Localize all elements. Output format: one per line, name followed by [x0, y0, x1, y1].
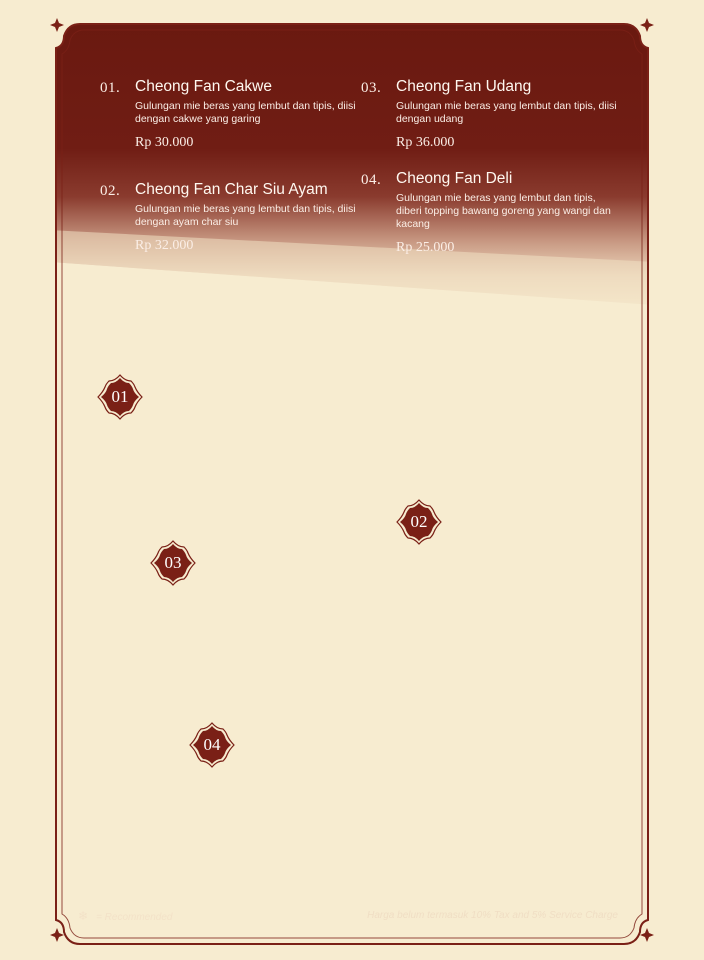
tax-note: Harga belum termasuk 10% Tax and 5% Service Charge	[367, 910, 618, 921]
item-name: Cheong Fan Udang	[396, 78, 532, 95]
badge-04	[189, 722, 235, 768]
item-number: 02.	[100, 183, 121, 199]
badge-01	[97, 374, 143, 420]
badge-02	[396, 499, 442, 545]
badge-label: 02	[410, 512, 428, 531]
menu-item	[361, 170, 631, 260]
badge-label: 03	[164, 553, 182, 572]
item-number: 04.	[361, 172, 382, 188]
item-price: Rp 25.000	[396, 240, 455, 255]
item-description: Gulungan mie beras yang lembut dan tipis, diisi dengan ayam char siu	[135, 203, 356, 228]
item-number: 01.	[100, 80, 121, 96]
menu-item	[100, 181, 360, 261]
item-price: Rp 30.000	[135, 135, 194, 150]
menu-item	[100, 78, 360, 158]
item-description: Gulungan mie beras yang lembut dan tipis, diberi topping bawang goreng yang wangi dan kacang	[396, 192, 611, 230]
recommended-text: = Recommended	[96, 912, 173, 923]
item-price: Rp 36.000	[396, 135, 455, 150]
item-name: Cheong Fan Deli	[396, 170, 513, 187]
item-name: Cheong Fan Char Siu Ayam	[135, 181, 328, 198]
item-number: 03.	[361, 80, 382, 96]
recommended-legend	[78, 909, 173, 923]
item-description: Gulungan mie beras yang lembut dan tipis, diisi dengan udang	[396, 100, 617, 125]
badge-label: 04	[203, 735, 221, 754]
snowflake-icon: ❄	[78, 909, 89, 923]
menu-item	[361, 78, 631, 158]
item-description: Gulungan mie beras yang lembut dan tipis, diisi dengan cakwe yang garing	[135, 100, 356, 125]
badge-label: 01	[111, 387, 129, 406]
item-name: Cheong Fan Cakwe	[135, 78, 272, 95]
item-price: Rp 32.000	[135, 238, 194, 253]
badge-03	[150, 540, 196, 586]
